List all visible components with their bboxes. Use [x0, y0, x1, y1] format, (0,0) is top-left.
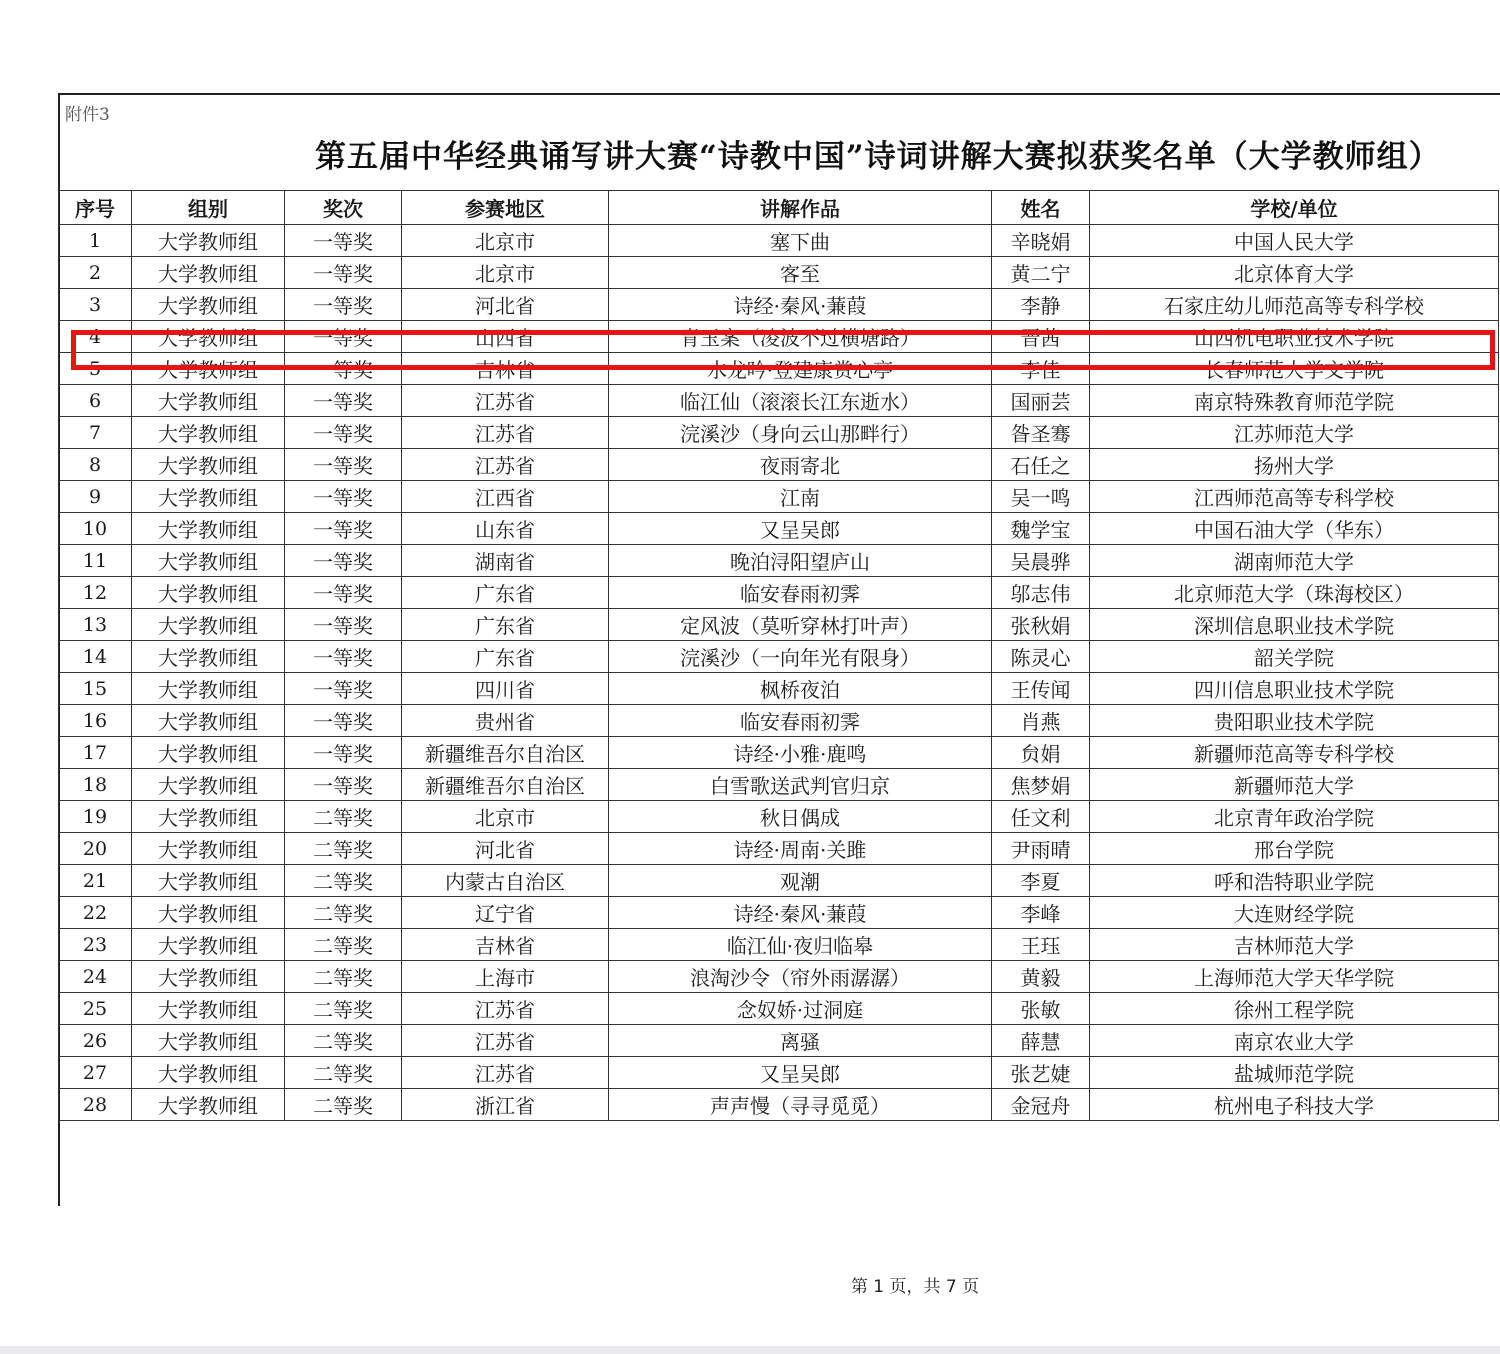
cell-no: 21 [59, 865, 132, 897]
cell-name: 薛慧 [992, 1025, 1090, 1057]
cell-group: 大学教师组 [132, 993, 285, 1025]
cell-award: 一等奖 [285, 257, 402, 289]
cell-group: 大学教师组 [132, 545, 285, 577]
cell-name: 张艺婕 [992, 1057, 1090, 1089]
cell-no: 5 [59, 353, 132, 385]
cell-school: 南京农业大学 [1090, 1025, 1499, 1057]
cell-award: 一等奖 [285, 769, 402, 801]
cell-group: 大学教师组 [132, 609, 285, 641]
cell-school: 北京体育大学 [1090, 257, 1499, 289]
cell-group: 大学教师组 [132, 673, 285, 705]
cell-award: 一等奖 [285, 385, 402, 417]
cell-no: 25 [59, 993, 132, 1025]
cell-name: 昝圣骞 [992, 417, 1090, 449]
cell-no: 17 [59, 737, 132, 769]
header-col-school: 学校/单位 [1090, 191, 1499, 225]
cell-work: 临江仙·夜归临皋 [609, 929, 992, 961]
cell-no: 9 [59, 481, 132, 513]
table-row [59, 961, 1499, 993]
document-sheet [58, 93, 1500, 1206]
table-row [59, 769, 1499, 801]
cell-no: 13 [59, 609, 132, 641]
table-body [59, 225, 1499, 1121]
cell-region: 湖南省 [402, 545, 609, 577]
cell-school: 中国人民大学 [1090, 225, 1499, 257]
cell-group: 大学教师组 [132, 737, 285, 769]
table-row [59, 513, 1499, 545]
cell-work: 江南 [609, 481, 992, 513]
cell-work: 白雪歌送武判官归京 [609, 769, 992, 801]
cell-region: 江苏省 [402, 449, 609, 481]
header-col-group: 组别 [132, 191, 285, 225]
cell-work: 客至 [609, 257, 992, 289]
cell-no: 18 [59, 769, 132, 801]
cell-work: 秋日偶成 [609, 801, 992, 833]
header-col-no: 序号 [59, 191, 132, 225]
cell-name: 魏学宝 [992, 513, 1090, 545]
cell-no: 28 [59, 1089, 132, 1121]
cell-region: 广东省 [402, 641, 609, 673]
page-footer: 第 1 页，共 7 页 [850, 1277, 980, 1297]
cell-group: 大学教师组 [132, 449, 285, 481]
cell-name: 贠娟 [992, 737, 1090, 769]
cell-school: 扬州大学 [1090, 449, 1499, 481]
table-row [59, 929, 1499, 961]
header-col-region: 参赛地区 [402, 191, 609, 225]
cell-group: 大学教师组 [132, 865, 285, 897]
cell-region: 广东省 [402, 609, 609, 641]
cell-no: 6 [59, 385, 132, 417]
attachment-label: 附件3 [65, 105, 110, 125]
cell-award: 一等奖 [285, 449, 402, 481]
viewer-bottom-bar [0, 1346, 1500, 1354]
cell-award: 一等奖 [285, 225, 402, 257]
cell-school: 北京师范大学（珠海校区） [1090, 577, 1499, 609]
table-header [59, 191, 1499, 225]
cell-region: 山西省 [402, 321, 609, 353]
cell-award: 一等奖 [285, 641, 402, 673]
cell-name: 李佳 [992, 353, 1090, 385]
cell-region: 河北省 [402, 289, 609, 321]
cell-region: 北京市 [402, 225, 609, 257]
cell-award: 一等奖 [285, 577, 402, 609]
cell-award: 二等奖 [285, 865, 402, 897]
table-row [59, 1025, 1499, 1057]
cell-region: 四川省 [402, 673, 609, 705]
cell-group: 大学教师组 [132, 769, 285, 801]
cell-work: 又呈吴郎 [609, 513, 992, 545]
cell-work: 青玉案（凌波不过横塘路） [609, 321, 992, 353]
cell-region: 辽宁省 [402, 897, 609, 929]
cell-work: 浣溪沙（身向云山那畔行） [609, 417, 992, 449]
cell-school: 杭州电子科技大学 [1090, 1089, 1499, 1121]
cell-school: 长春师范大学文学院 [1090, 353, 1499, 385]
cell-no: 23 [59, 929, 132, 961]
cell-award: 二等奖 [285, 897, 402, 929]
cell-group: 大学教师组 [132, 961, 285, 993]
cell-work: 临安春雨初霁 [609, 577, 992, 609]
cell-award: 一等奖 [285, 417, 402, 449]
cell-school: 新疆师范高等专科学校 [1090, 737, 1499, 769]
cell-award: 一等奖 [285, 353, 402, 385]
awards-table [58, 190, 1499, 1121]
cell-region: 贵州省 [402, 705, 609, 737]
document-title: 第五届中华经典诵写讲大赛“诗教中国”诗词讲解大赛拟获奖名单（大学教师组） [315, 139, 1441, 175]
cell-region: 上海市 [402, 961, 609, 993]
cell-award: 一等奖 [285, 545, 402, 577]
cell-no: 4 [59, 321, 132, 353]
table-row [59, 801, 1499, 833]
cell-work: 又呈吴郎 [609, 1057, 992, 1089]
cell-no: 19 [59, 801, 132, 833]
cell-award: 二等奖 [285, 929, 402, 961]
cell-work: 念奴娇·过洞庭 [609, 993, 992, 1025]
cell-no: 1 [59, 225, 132, 257]
cell-work: 浣溪沙（一向年光有限身） [609, 641, 992, 673]
cell-no: 22 [59, 897, 132, 929]
cell-school: 石家庄幼儿师范高等专科学校 [1090, 289, 1499, 321]
cell-school: 山西机电职业技术学院 [1090, 321, 1499, 353]
header-row [59, 191, 1499, 225]
cell-school: 上海师范大学天华学院 [1090, 961, 1499, 993]
cell-region: 吉林省 [402, 929, 609, 961]
cell-work: 定风波（莫听穿林打叶声） [609, 609, 992, 641]
cell-work: 临江仙（滚滚长江东逝水） [609, 385, 992, 417]
cell-work: 水龙吟·登建康赏心亭 [609, 353, 992, 385]
cell-group: 大学教师组 [132, 513, 285, 545]
table-row [59, 897, 1499, 929]
cell-group: 大学教师组 [132, 641, 285, 673]
cell-no: 3 [59, 289, 132, 321]
table-row [59, 609, 1499, 641]
table-row [59, 481, 1499, 513]
cell-award: 一等奖 [285, 673, 402, 705]
table-row [59, 1089, 1499, 1121]
table-row [59, 545, 1499, 577]
cell-region: 河北省 [402, 833, 609, 865]
cell-name: 国丽芸 [992, 385, 1090, 417]
cell-work: 离骚 [609, 1025, 992, 1057]
cell-region: 新疆维吾尔自治区 [402, 737, 609, 769]
cell-name: 金冠舟 [992, 1089, 1090, 1121]
cell-region: 江苏省 [402, 1025, 609, 1057]
cell-region: 浙江省 [402, 1089, 609, 1121]
cell-region: 江苏省 [402, 385, 609, 417]
cell-school: 呼和浩特职业学院 [1090, 865, 1499, 897]
cell-group: 大学教师组 [132, 225, 285, 257]
cell-school: 大连财经学院 [1090, 897, 1499, 929]
cell-no: 7 [59, 417, 132, 449]
cell-award: 二等奖 [285, 801, 402, 833]
cell-award: 一等奖 [285, 705, 402, 737]
cell-group: 大学教师组 [132, 257, 285, 289]
cell-name: 石任之 [992, 449, 1090, 481]
cell-no: 26 [59, 1025, 132, 1057]
cell-name: 吴晨骅 [992, 545, 1090, 577]
cell-work: 诗经·秦风·蒹葭 [609, 289, 992, 321]
cell-award: 一等奖 [285, 481, 402, 513]
cell-work: 枫桥夜泊 [609, 673, 992, 705]
cell-work: 临安春雨初霁 [609, 705, 992, 737]
cell-name: 陈灵心 [992, 641, 1090, 673]
cell-region: 山东省 [402, 513, 609, 545]
cell-region: 吉林省 [402, 353, 609, 385]
cell-school: 盐城师范学院 [1090, 1057, 1499, 1089]
cell-no: 2 [59, 257, 132, 289]
cell-award: 二等奖 [285, 1089, 402, 1121]
cell-name: 王珏 [992, 929, 1090, 961]
cell-name: 李夏 [992, 865, 1090, 897]
cell-award: 二等奖 [285, 993, 402, 1025]
cell-no: 8 [59, 449, 132, 481]
table-row [59, 865, 1499, 897]
cell-award: 二等奖 [285, 1025, 402, 1057]
cell-name: 肖燕 [992, 705, 1090, 737]
cell-name: 张秋娟 [992, 609, 1090, 641]
cell-group: 大学教师组 [132, 417, 285, 449]
cell-region: 江西省 [402, 481, 609, 513]
cell-school: 四川信息职业技术学院 [1090, 673, 1499, 705]
table-row [59, 641, 1499, 673]
cell-school: 湖南师范大学 [1090, 545, 1499, 577]
table-row [59, 577, 1499, 609]
cell-region: 广东省 [402, 577, 609, 609]
header-col-name: 姓名 [992, 191, 1090, 225]
cell-work: 声声慢（寻寻觅觅） [609, 1089, 992, 1121]
cell-award: 一等奖 [285, 321, 402, 353]
cell-name: 李峰 [992, 897, 1090, 929]
cell-region: 江苏省 [402, 993, 609, 1025]
header-col-work: 讲解作品 [609, 191, 992, 225]
cell-award: 一等奖 [285, 609, 402, 641]
cell-group: 大学教师组 [132, 897, 285, 929]
cell-work: 浪淘沙令（帘外雨潺潺） [609, 961, 992, 993]
cell-no: 24 [59, 961, 132, 993]
cell-work: 观潮 [609, 865, 992, 897]
cell-region: 北京市 [402, 257, 609, 289]
table-row [59, 1057, 1499, 1089]
table-row [59, 353, 1499, 385]
cell-school: 新疆师范大学 [1090, 769, 1499, 801]
cell-group: 大学教师组 [132, 321, 285, 353]
cell-award: 二等奖 [285, 1057, 402, 1089]
cell-name: 焦梦娟 [992, 769, 1090, 801]
cell-no: 16 [59, 705, 132, 737]
cell-region: 内蒙古自治区 [402, 865, 609, 897]
cell-work: 塞下曲 [609, 225, 992, 257]
table-row [59, 225, 1499, 257]
cell-school: 贵阳职业技术学院 [1090, 705, 1499, 737]
table-row [59, 993, 1499, 1025]
cell-name: 晋茜 [992, 321, 1090, 353]
cell-region: 江苏省 [402, 417, 609, 449]
cell-name: 吴一鸣 [992, 481, 1090, 513]
cell-school: 江苏师范大学 [1090, 417, 1499, 449]
cell-school: 北京青年政治学院 [1090, 801, 1499, 833]
table-row [59, 449, 1499, 481]
cell-group: 大学教师组 [132, 1025, 285, 1057]
cell-work: 晚泊浔阳望庐山 [609, 545, 992, 577]
cell-group: 大学教师组 [132, 929, 285, 961]
cell-school: 南京特殊教育师范学院 [1090, 385, 1499, 417]
cell-name: 邬志伟 [992, 577, 1090, 609]
cell-no: 15 [59, 673, 132, 705]
cell-award: 二等奖 [285, 961, 402, 993]
table-row [59, 673, 1499, 705]
cell-region: 北京市 [402, 801, 609, 833]
cell-name: 王传闻 [992, 673, 1090, 705]
cell-group: 大学教师组 [132, 705, 285, 737]
header-col-award: 奖次 [285, 191, 402, 225]
cell-school: 吉林师范大学 [1090, 929, 1499, 961]
cell-award: 二等奖 [285, 833, 402, 865]
cell-region: 新疆维吾尔自治区 [402, 769, 609, 801]
cell-group: 大学教师组 [132, 1057, 285, 1089]
cell-name: 张敏 [992, 993, 1090, 1025]
cell-group: 大学教师组 [132, 289, 285, 321]
table-row [59, 385, 1499, 417]
cell-award: 一等奖 [285, 513, 402, 545]
table-row [59, 289, 1499, 321]
cell-no: 12 [59, 577, 132, 609]
cell-no: 14 [59, 641, 132, 673]
cell-school: 徐州工程学院 [1090, 993, 1499, 1025]
cell-work: 夜雨寄北 [609, 449, 992, 481]
table-row [59, 737, 1499, 769]
cell-group: 大学教师组 [132, 481, 285, 513]
cell-award: 一等奖 [285, 289, 402, 321]
cell-work: 诗经·周南·关雎 [609, 833, 992, 865]
cell-school: 江西师范高等专科学校 [1090, 481, 1499, 513]
cell-group: 大学教师组 [132, 833, 285, 865]
cell-no: 11 [59, 545, 132, 577]
cell-award: 一等奖 [285, 737, 402, 769]
cell-no: 27 [59, 1057, 132, 1089]
cell-group: 大学教师组 [132, 801, 285, 833]
cell-name: 黄毅 [992, 961, 1090, 993]
cell-group: 大学教师组 [132, 577, 285, 609]
cell-no: 20 [59, 833, 132, 865]
cell-name: 黄二宁 [992, 257, 1090, 289]
table-row [59, 417, 1499, 449]
cell-school: 中国石油大学（华东） [1090, 513, 1499, 545]
cell-school: 深圳信息职业技术学院 [1090, 609, 1499, 641]
table-row [59, 321, 1499, 353]
cell-name: 尹雨晴 [992, 833, 1090, 865]
cell-group: 大学教师组 [132, 385, 285, 417]
cell-school: 邢台学院 [1090, 833, 1499, 865]
cell-region: 江苏省 [402, 1057, 609, 1089]
cell-group: 大学教师组 [132, 353, 285, 385]
cell-group: 大学教师组 [132, 1089, 285, 1121]
table-row [59, 705, 1499, 737]
cell-work: 诗经·秦风·蒹葭 [609, 897, 992, 929]
cell-work: 诗经·小雅·鹿鸣 [609, 737, 992, 769]
cell-name: 任文利 [992, 801, 1090, 833]
cell-no: 10 [59, 513, 132, 545]
table-row [59, 257, 1499, 289]
table-row [59, 833, 1499, 865]
cell-name: 辛晓娟 [992, 225, 1090, 257]
cell-name: 李静 [992, 289, 1090, 321]
cell-school: 韶关学院 [1090, 641, 1499, 673]
